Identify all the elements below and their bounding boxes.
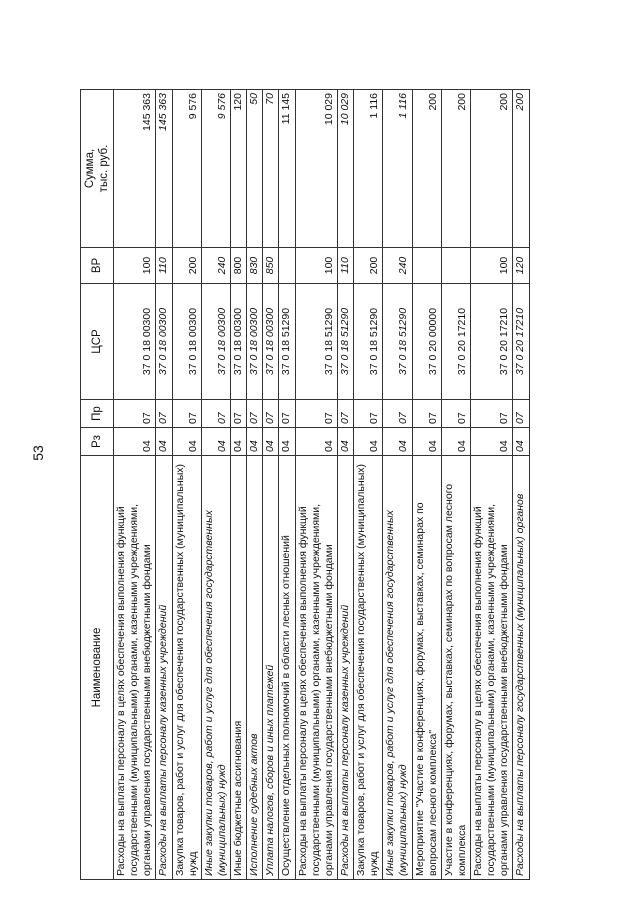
cell-rz: 04 <box>156 428 172 456</box>
header-pr: Пр <box>81 400 114 428</box>
cell-rz: 04 <box>412 428 441 456</box>
cell-csr: 37 0 18 00300 <box>172 284 201 400</box>
cell-pr: 07 <box>156 400 172 428</box>
cell-sum: 145 363 <box>156 90 172 248</box>
budget-table <box>80 89 530 880</box>
cell-csr: 37 0 18 00300 <box>156 284 172 400</box>
cell-vr: 100 <box>114 248 156 284</box>
header-rz: Рз <box>81 428 114 456</box>
cell-name: Исполнение судебных актов <box>247 456 263 880</box>
cell-csr: 37 0 18 51290 <box>279 284 295 400</box>
cell-sum: 9 576 <box>172 90 201 248</box>
cell-vr: 100 <box>295 248 337 284</box>
cell-rz: 04 <box>337 428 353 456</box>
cell-vr: 240 <box>201 248 230 284</box>
cell-sum: 200 <box>513 90 529 248</box>
table-row <box>279 90 295 880</box>
cell-rz: 04 <box>513 428 529 456</box>
cell-name: Закупка товаров, работ и услуг для обеспечения государственных (муниципальных) нужд <box>172 456 201 880</box>
cell-pr: 07 <box>354 400 383 428</box>
header-csr: ЦСР <box>81 284 114 400</box>
cell-vr: 110 <box>156 248 172 284</box>
table-row <box>354 90 383 880</box>
cell-csr: 37 0 20 17210 <box>471 284 513 400</box>
cell-vr: 110 <box>337 248 353 284</box>
cell-vr: 120 <box>513 248 529 284</box>
cell-pr: 07 <box>263 400 279 428</box>
cell-name: Закупка товаров, работ и услуг для обеспечения государственных (муниципальных) нужд <box>354 456 383 880</box>
cell-vr: 850 <box>263 248 279 284</box>
cell-rz: 04 <box>441 428 470 456</box>
cell-vr <box>441 248 470 284</box>
cell-vr: 800 <box>231 248 247 284</box>
cell-vr <box>279 248 295 284</box>
cell-vr: 240 <box>383 248 412 284</box>
cell-name: Иные закупки товаров, работ и услуг для обеспечения государственных (муниципальных) нужд <box>383 456 412 880</box>
cell-sum: 9 576 <box>201 90 230 248</box>
table-row <box>156 90 172 880</box>
cell-vr <box>412 248 441 284</box>
header-row <box>81 90 114 880</box>
cell-csr: 37 0 18 00300 <box>263 284 279 400</box>
page-number: 53 <box>30 445 46 461</box>
header-sum: Сумма, тыс. руб. <box>81 90 114 248</box>
cell-name: Мероприятие "Участие в конференциях, форумах, выставках, семинарах по вопросам лесного комплекса" <box>412 456 441 880</box>
cell-rz: 04 <box>354 428 383 456</box>
cell-csr: 37 0 20 00000 <box>412 284 441 400</box>
cell-csr: 37 0 18 51290 <box>337 284 353 400</box>
cell-name: Иные закупки товаров, работ и услуг для обеспечения государственных (муниципальных) нужд <box>201 456 230 880</box>
cell-csr: 37 0 18 51290 <box>295 284 337 400</box>
cell-name: Расходы на выплаты персоналу в целях обеспечения выполнения функций государственными (муниципальными) органами, казенными учреждениями, органами управления государственными внебюджетными фондами <box>114 456 156 880</box>
cell-sum: 11 145 <box>279 90 295 248</box>
cell-pr: 07 <box>201 400 230 428</box>
table-row <box>201 90 230 880</box>
cell-rz: 04 <box>231 428 247 456</box>
cell-sum: 70 <box>263 90 279 248</box>
cell-sum: 120 <box>231 90 247 248</box>
cell-pr: 07 <box>172 400 201 428</box>
table-row <box>383 90 412 880</box>
cell-vr: 200 <box>172 248 201 284</box>
cell-rz: 04 <box>114 428 156 456</box>
cell-sum: 10 029 <box>337 90 353 248</box>
table-row <box>441 90 470 880</box>
cell-csr: 37 0 18 00300 <box>114 284 156 400</box>
cell-pr: 07 <box>279 400 295 428</box>
table-row <box>172 90 201 880</box>
cell-sum: 145 363 <box>114 90 156 248</box>
cell-sum: 200 <box>441 90 470 248</box>
table-row <box>114 90 156 880</box>
cell-vr: 200 <box>354 248 383 284</box>
cell-csr: 37 0 20 17210 <box>513 284 529 400</box>
header-vr: ВР <box>81 248 114 284</box>
cell-name: Расходы на выплаты персоналу в целях обеспечения выполнения функций государственными (муниципальными) органами, казенными учреждениями, органами управления государственными внебюджетными фондами <box>295 456 337 880</box>
cell-rz: 04 <box>263 428 279 456</box>
cell-rz: 04 <box>172 428 201 456</box>
cell-vr: 830 <box>247 248 263 284</box>
table-row <box>513 90 529 880</box>
table-row <box>231 90 247 880</box>
cell-pr: 07 <box>412 400 441 428</box>
cell-sum: 200 <box>412 90 441 248</box>
table-row <box>412 90 441 880</box>
cell-sum: 50 <box>247 90 263 248</box>
cell-pr: 07 <box>383 400 412 428</box>
cell-rz: 04 <box>201 428 230 456</box>
cell-sum: 200 <box>471 90 513 248</box>
table-row <box>295 90 337 880</box>
table-body <box>114 90 530 880</box>
cell-pr: 07 <box>471 400 513 428</box>
budget-table-rotated <box>80 90 540 880</box>
cell-name: Расходы на выплаты персоналу государственных (муниципальных) органов <box>513 456 529 880</box>
cell-pr: 07 <box>441 400 470 428</box>
cell-pr: 07 <box>114 400 156 428</box>
table-row <box>263 90 279 880</box>
cell-pr: 07 <box>247 400 263 428</box>
cell-sum: 10 029 <box>295 90 337 248</box>
table-row <box>337 90 353 880</box>
cell-csr: 37 0 20 17210 <box>441 284 470 400</box>
cell-pr: 07 <box>295 400 337 428</box>
cell-csr: 37 0 18 51290 <box>354 284 383 400</box>
header-name: Наименование <box>81 456 114 880</box>
cell-name: Участие в конференциях, форумах, выставках, семинарах по вопросам лесного комплекса <box>441 456 470 880</box>
cell-pr: 07 <box>337 400 353 428</box>
cell-name: Уплата налогов, сборов и иных платежей <box>263 456 279 880</box>
cell-csr: 37 0 18 00300 <box>201 284 230 400</box>
cell-name: Иные бюджетные ассигнования <box>231 456 247 880</box>
table-row <box>471 90 513 880</box>
cell-sum: 1 116 <box>354 90 383 248</box>
cell-name: Расходы на выплаты персоналу в целях обеспечения выполнения функций государственными (муниципальными) органами, казенными учреждениями, органами управления государственными внебюджетными фондами <box>471 456 513 880</box>
cell-pr: 07 <box>231 400 247 428</box>
cell-rz: 04 <box>383 428 412 456</box>
cell-rz: 04 <box>471 428 513 456</box>
cell-csr: 37 0 18 00300 <box>231 284 247 400</box>
cell-vr: 100 <box>471 248 513 284</box>
cell-pr: 07 <box>513 400 529 428</box>
cell-rz: 04 <box>295 428 337 456</box>
cell-name: Осуществление отдельных полномочий в области лесных отношений <box>279 456 295 880</box>
cell-rz: 04 <box>247 428 263 456</box>
cell-name: Расходы на выплаты персоналу казенных учреждений <box>156 456 172 880</box>
cell-rz: 04 <box>279 428 295 456</box>
cell-name: Расходы на выплаты персоналу казенных учреждений <box>337 456 353 880</box>
table-row <box>247 90 263 880</box>
cell-csr: 37 0 18 51290 <box>383 284 412 400</box>
cell-sum: 1 116 <box>383 90 412 248</box>
cell-csr: 37 0 18 00300 <box>247 284 263 400</box>
